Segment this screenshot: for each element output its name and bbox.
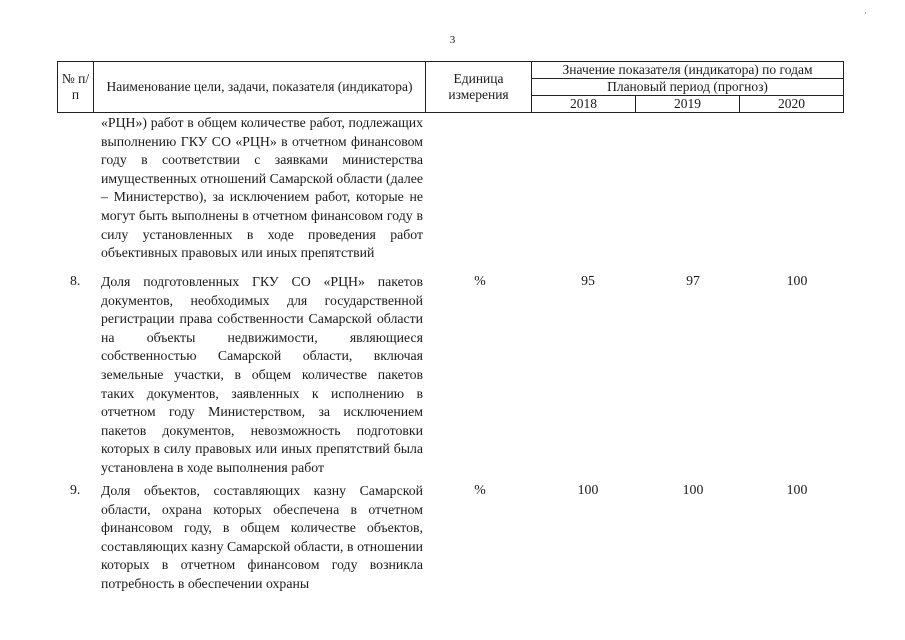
- header-name-label: Наименование цели, задачи, показателя (индикатора): [106, 79, 413, 94]
- row-8-value-2020: 100: [786, 273, 808, 288]
- row-9-unit: %: [474, 482, 486, 497]
- header-year-2020: 2020: [740, 96, 844, 113]
- page-number: 3: [449, 34, 456, 46]
- row-8-num: 8.: [70, 273, 81, 288]
- header-year-2019: 2019: [636, 96, 740, 113]
- row-8-value-2018: 95: [581, 273, 595, 288]
- header-unit-label: Единица измерения: [448, 71, 509, 102]
- row-9-value-2018: 100: [577, 482, 599, 497]
- header-period: Плановый период (прогноз): [532, 79, 844, 96]
- header-num: [58, 62, 94, 113]
- header-year-2018: 2018: [532, 96, 636, 113]
- header-unit: [426, 62, 532, 113]
- header-name: [94, 62, 426, 113]
- row-9-value-2019: 100: [682, 482, 704, 497]
- corner-mark: ·: [864, 8, 867, 18]
- row-9-value-2020: 100: [786, 482, 808, 497]
- header-num-label: № п/п: [61, 71, 90, 102]
- row-9-num: 9.: [70, 482, 81, 497]
- continuation-text: «РЦН») работ в общем количестве работ, подлежащих выполнению ГКУ СО «РЦН» в отчетном финансовом году в соответствии с заявками министерства имущественных отношений Самарской области (далее – Министерство), за исключением работ, которые не могут быть выполнены в отчетном финансовом году в силу установленных в ходе проведения работ объективных правовых или иных препятствий: [101, 115, 423, 261]
- row-8-unit: %: [474, 273, 486, 288]
- row-9-text: Доля объектов, составляющих казну Самарской области, охрана которых обеспечена в отчетном финансовом году, в общем количестве объектов, составляющих казну Самарской области, в отношении которых в отчетном финансовом году возникла потребность в обеспечении охраны: [101, 483, 423, 591]
- header-value-group: Значение показателя (индикатора) по годам: [532, 62, 844, 79]
- table-header: [57, 61, 844, 113]
- row-8-text: Доля подготовленных ГКУ СО «РЦН» пакетов документов, необходимых для государственной регистрации права собственности Самарской области на объекты недвижимости, являющиеся собственностью Самарской области, включая земельные участки, в общем количестве пакетов таких документов, заявленных к исполнению в отчетном году Министерством, за исключением пакетов документов, невозможность подготовки которых в силу правовых или иных препятствий была установлена в ходе выполнения работ: [101, 274, 423, 475]
- row-8-value-2019: 97: [686, 273, 700, 288]
